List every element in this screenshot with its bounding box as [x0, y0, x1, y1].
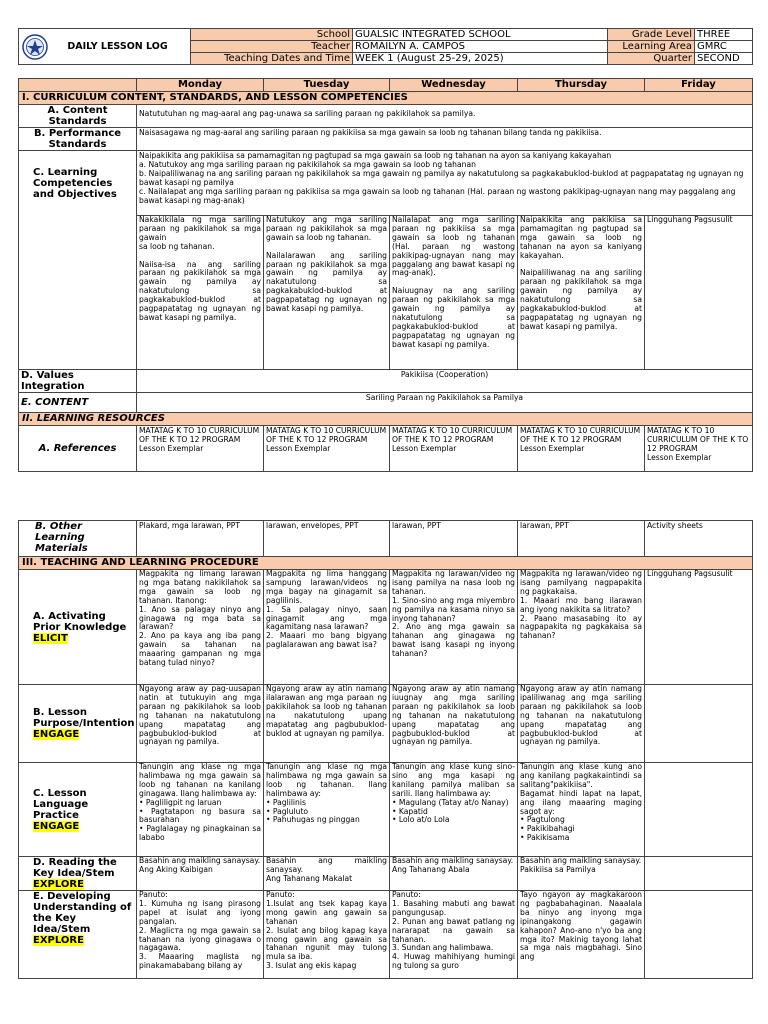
content-standards-label: A. Content Standards: [19, 105, 137, 128]
performance-standards-label: B. Performance Standards: [19, 128, 137, 151]
performance-standards-value: Naisasagawa ng mag-aaral ang sariling paraan ng pakikiisa sa mga gawain sa loob ng tahanan bilang tanda ng pakikiisa.: [137, 128, 753, 151]
references-label: A. References: [19, 426, 137, 472]
procedure-cell-tuesday: Panuto: 1.Isulat ang tsek kapag kaya mong gawin ang gawain sa tahanan 2. Isulat ang bilog kapag kaya mong gawin ang gawain sa tahanan ngunit may tulong mula sa iba. 3. Isulat ang ekis kapag: [264, 891, 390, 979]
competency-thursday: Naipakikita ang pakikiisa sa pamamagitan ng pagtupad sa mga gawain sa loob ng tahanan na ayon sa kaniyang kakayahan. Naipaliliwanag na ang sariling paraan ng pakikilahok sa mga gawain ng pamilya ay nakatutulong sa pagkakabuklod-buklod at pagpapatatag ng ugnayan ng bawat kasapi ng pamilya.: [518, 216, 645, 370]
school-value: GUALSIC INTEGRATED SCHOOL: [353, 29, 608, 41]
reference-tuesday: MATATAG K TO 10 CURRICULUM OF THE K TO 12 PROGRAM Lesson Exemplar: [264, 426, 390, 472]
procedure-cell-thursday: Basahin ang maikling sanaysay. Pakikiisa sa Pamilya: [518, 857, 645, 891]
values-integration-label: D. Values Integration: [19, 370, 137, 393]
day-header-monday: Monday: [137, 79, 264, 92]
procedure-cell-monday: Tanungin ang klase ng mga halimbawa ng mga gawain sa loob ng tahanan na kanilang ginagawa. Ilang halimbawa ay: • Pagliligpit ng laruan • Pagtatapon ng basura sa basurahan • Paglalagay ng pinagkainan sa lababo: [137, 763, 264, 857]
procedure-cell-monday: Basahin ang maikling sanaysay. Ang Aking Kaibigan: [137, 857, 264, 891]
procedure-cell-thursday: Ngayong araw ay atin namang ipaliliwanag ang mga sariling paraan ng pakikilahok sa loob ng tahanan na nakatutulong upang mapatatag ang pagbubuklod-buklod at ugnayan ng pamilya.: [518, 685, 645, 763]
procedure-cell-friday: [645, 891, 753, 979]
other-materials-wednesday: larawan, PPT: [390, 521, 518, 557]
other-materials-label: B. Other Learning Materials: [19, 521, 137, 557]
area-label: Learning Area: [608, 41, 695, 53]
section3-title: III. TEACHING AND LEARNING PROCEDURE: [19, 557, 753, 570]
teacher-label: Teacher: [191, 41, 353, 53]
procedure-cell-friday: Lingguhang Pagsusulit: [645, 570, 753, 685]
procedure-cell-tuesday: Magpakita ng lima hanggang sampung larawan/videos ng mga bagay na ginagamit sa paglilinis. 1. Sa palagay ninyo, saan ginagamit ang mga kagamitang nasa larawan? 2. Maaari mo bang bigyang paglalarawan ang bawat isa?: [264, 570, 390, 685]
procedure-label: B. Lesson Purpose/Intention: [33, 707, 135, 729]
procedure-cell-wednesday: Ngayong araw ay atin namang iuugnay ang mga sariling paraan ng pakikilahok sa loob ng tahanan na nakatutulong upang mapatatag ang pagbubuklod-buklod at ugnayan ng pamilya.: [390, 685, 518, 763]
school-label: School: [191, 29, 353, 41]
reference-monday: MATATAG K TO 10 CURRICULUM OF THE K TO 12 PROGRAM Lesson Exemplar: [137, 426, 264, 472]
procedure-cell-wednesday: Tanungin ang klase kung sino-sino ang mga kasapi ng kanilang pamilya maliban sa sarili. Ilang halimbawa ay: • Magulang (Tatay at/o Nanay) • Kapatid • Lolo at/o Lola: [390, 763, 518, 857]
procedure-cell-thursday: Tanungin ang klase kung ano ang kanilang pagkakaintindi sa salitang"pakikiisa". Bagamat hindi lapat na lapat, ang ilang maaaring maging sagot ay: • Pagtulong • Pakikibahagi • Pakikisama: [518, 763, 645, 857]
day-header-tuesday: Tuesday: [264, 79, 390, 92]
competencies-value: Naipakikita ang pakikiisa sa pamamagitan ng pagtupad sa mga gawain sa loob ng tahanan na ayon sa kaniyang kakayahan a. Natutukoy ang mga sariling paraan ng pakikilahok sa mga gawain sa loob ng tahanan b. Naipaliliwanag na ang sariling paraan ng pakikilahok sa mga gawain ng pamilya ay nakatutulong sa pagkakabuklod-buklod at pagpapatatag ng ugnayan ng bawat kasapi ng pamilya c. Nailalapat ang mga sariling paraan ng pakikiisa sa mga gawain sa loob ng tahanan (Hal. paraan ng wastong pakikipag-ugnayan nang may paggalang ang bawat kasapi ng mag-anak): [137, 151, 753, 216]
other-materials-friday: Activity sheets: [645, 521, 753, 557]
procedure-cell-tuesday: Tanungin ang klase ng mga halimbawa ng mga gawain sa loob ng tahanan. Ilang halimbawa ay: • Paglilinis • Pagluluto • Pahuhugas ng pinggan: [264, 763, 390, 857]
procedure-cell-friday: [645, 857, 753, 891]
lesson-purpose-label: [19, 685, 137, 763]
section1-title: I. CURRICULUM CONTENT, STANDARDS, AND LESSON COMPETENCIES: [19, 92, 753, 105]
procedure-cell-monday: Magpakita ng limang larawan ng mga batang nakikilahok sa mga gawain sa loob ng tahanan. Itanong: 1. Ano sa palagay ninyo ang ginagawa ng mga bata sa larawan? 2. Ano pa kaya ang iba pang gawain sa tahanan na maaaring gampanan ng mga batang tulad ninyo?: [137, 570, 264, 685]
reading-key-idea-label: [19, 857, 137, 891]
content-standards-value: Natututuhan ng mag-aaral ang pag-unawa sa sariling paraan ng pakikilahok sa pamilya.: [137, 105, 753, 128]
procedure-cell-wednesday: Magpakita ng larawan/video ng isang pamilya na nasa loob ng tahanan. 1. Sino-sino ang mga miyembro ng pamilya na kasama ninyo sa inyong tahanan? 2. Ano ang mga gawain sa tahanan ang ginagawa ng bawat isang kasapi ng inyong tahanan?: [390, 570, 518, 685]
procedure-tag: EXPLORE: [33, 879, 84, 890]
procedure-label: C. Lesson Language Practice: [33, 787, 89, 821]
procedure-label: D. Reading the Key Idea/Stem: [33, 857, 117, 879]
day-header-thursday: Thursday: [518, 79, 645, 92]
day-header-wednesday: Wednesday: [390, 79, 518, 92]
dates-value: WEEK 1 (August 25-29, 2025): [353, 53, 608, 65]
section2-title: II. LEARNING RESOURCES: [19, 413, 753, 426]
e-content-label: E. CONTENT: [19, 393, 137, 413]
page-title: DAILY LESSON LOG: [67, 41, 168, 52]
competency-monday: Nakakikilala ng mga sariling paraan ng pakikilahok sa mga gawain sa loob ng tahanan. Naiisa-isa na ang sariling paraan ng pakikilahok sa mga gawain ng pamilya ay nakatutulong sa pagkakabuklod-buklod at pagpapatatag ng ugnayan ng bawat kasapi ng pamilya.: [137, 216, 264, 370]
reference-friday: MATATAG K TO 10 CURRICULUM OF THE K TO 12 PROGRAM Lesson Exemplar: [645, 426, 753, 472]
other-materials-thursday: larawan, PPT: [518, 521, 645, 557]
procedure-cell-monday: Panuto: 1. Kumuha ng isang pirasong papel at isulat ang iyong pangalan. 2. Magliста ng mga gawain sa tahanan na iyong ginagawa o nagagawa. 3. Maaaring maglista ng pinakamababang bilang ay: [137, 891, 264, 979]
activating-prior-knowledge-label: [19, 570, 137, 685]
procedure-cell-wednesday: Panuto: 1. Basahing mabuti ang bawat pangungusap. 2. Punan ang bawat patlang ng nararapat na gawain sa tahanan. 3. Sundan ang halimbawa. 4. Huwag mahihiyang humingi ng tulong sa guro: [390, 891, 518, 979]
procedure-cell-friday: [645, 763, 753, 857]
reference-wednesday: MATATAG K TO 10 CURRICULUM OF THE K TO 12 PROGRAM Lesson Exemplar: [390, 426, 518, 472]
dates-label: Teaching Dates and Time: [191, 53, 353, 65]
procedure-tag: ENGAGE: [33, 820, 80, 832]
procedure-cell-thursday: Tayo ngayon ay magkakaroon ng pagbabahaginan. Naaalala ba ninyo ang inyong mga ipinangakong gagawin kahapon? Ano-ano n'yo ba ang mga ito? Makinig tayong lahat sa mga nais magbahagi. Sino ang: [518, 891, 645, 979]
quarter-value: SECOND: [695, 53, 753, 65]
header-title-cell: [19, 29, 191, 65]
competencies-label: C. Learning Competencies and Objectives: [19, 151, 137, 370]
grade-value: THREE: [695, 29, 753, 41]
lesson-table-part2: [18, 520, 753, 979]
grade-label: Grade Level: [608, 29, 695, 41]
values-integration-value: Pakikiisa (Cooperation): [137, 370, 753, 393]
header-table: [18, 28, 753, 65]
procedure-tag: ELICIT: [33, 632, 68, 644]
lesson-table-part1: [18, 78, 753, 472]
procedure-label: A. Activating Prior Knowledge: [33, 610, 127, 633]
procedure-label: E. Developing Understanding of the Key Idea/Stem: [33, 891, 132, 935]
other-materials-monday: Plakard, mga larawan, PPT: [137, 521, 264, 557]
deped-seal-icon: [22, 34, 48, 60]
procedure-cell-monday: Ngayong araw ay pag-uusapan natin at tutukuyin ang mga paraan ng pakikilahok sa loob ng tahanan na nakatutulong upang mapatatag ang pagbubuklod-buklod at ugnayan ng pamilya.: [137, 685, 264, 763]
procedure-tag: EXPLORE: [33, 935, 84, 946]
language-practice-label: [19, 763, 137, 857]
procedure-cell-friday: [645, 685, 753, 763]
competency-tuesday: Natutukoy ang mga sariling paraan ng pakikilahok sa mga gawain sa loob ng tahanan. Nailalarawan ang sariling paraan ng pakikilahok sa mga gawain ng pamilya ay nakatutulong sa pagkakabuklod-buklod at pagpapatatag ng ugnayan ng bawat kasapi ng pamilya.: [264, 216, 390, 370]
e-content-value: Sariling Paraan ng Pakikilahok sa Pamilya: [137, 393, 753, 413]
procedure-cell-thursday: Magpakita ng larawan/video ng isang pamilyang nagpapakita ng pagkakaisa. 1. Maaari mo bang ilarawan ang iyong nakikita sa litrato? 2. Paano masasabing ito ay nagpapakita ng pagkakaisa sa tahanan?: [518, 570, 645, 685]
area-value: GMRC: [695, 41, 753, 53]
competency-wednesday: Nailalapat ang mga sariling paraan ng pakikiisa sa mga gawain sa loob ng tahanan (Hal. paraan ng wastong pakikipag-ugnayan nang may paggalang ang bawat kasapi ng mag-anak). Naiuugnay na ang sariling paraan ng pakikilahok sa mga gawain ng pamilya ay nakatutulong sa pagkakabuklod-buklod at pagpapatatag ng ugnayan ng bawat kasapi ng pamilya.: [390, 216, 518, 370]
procedure-cell-tuesday: Ngayong araw ay atin namang ilalarawan ang mga paraan ng pakikilahok sa loob ng tahanan na nakatutulong upang mapatatag ang pagbubuklod-buklod at ugnayan ng pamilya.: [264, 685, 390, 763]
procedure-cell-tuesday: Basahin ang maikling sanaysay. Ang Tahanang Makalat: [264, 857, 390, 891]
developing-understanding-label: [19, 891, 137, 979]
teacher-value: ROMAILYN A. CAMPOS: [353, 41, 608, 53]
competency-friday: Lingguhang Pagsusulit: [645, 216, 753, 370]
other-materials-tuesday: larawan, envelopes, PPT: [264, 521, 390, 557]
procedure-tag: ENGAGE: [33, 729, 80, 740]
procedure-cell-wednesday: Basahin ang maikling sanaysay. Ang Tahanang Abala: [390, 857, 518, 891]
day-header-friday: Friday: [645, 79, 753, 92]
reference-thursday: MATATAG K TO 10 CURRICULUM OF THE K TO 12 PROGRAM Lesson Exemplar: [518, 426, 645, 472]
quarter-label: Quarter: [608, 53, 695, 65]
